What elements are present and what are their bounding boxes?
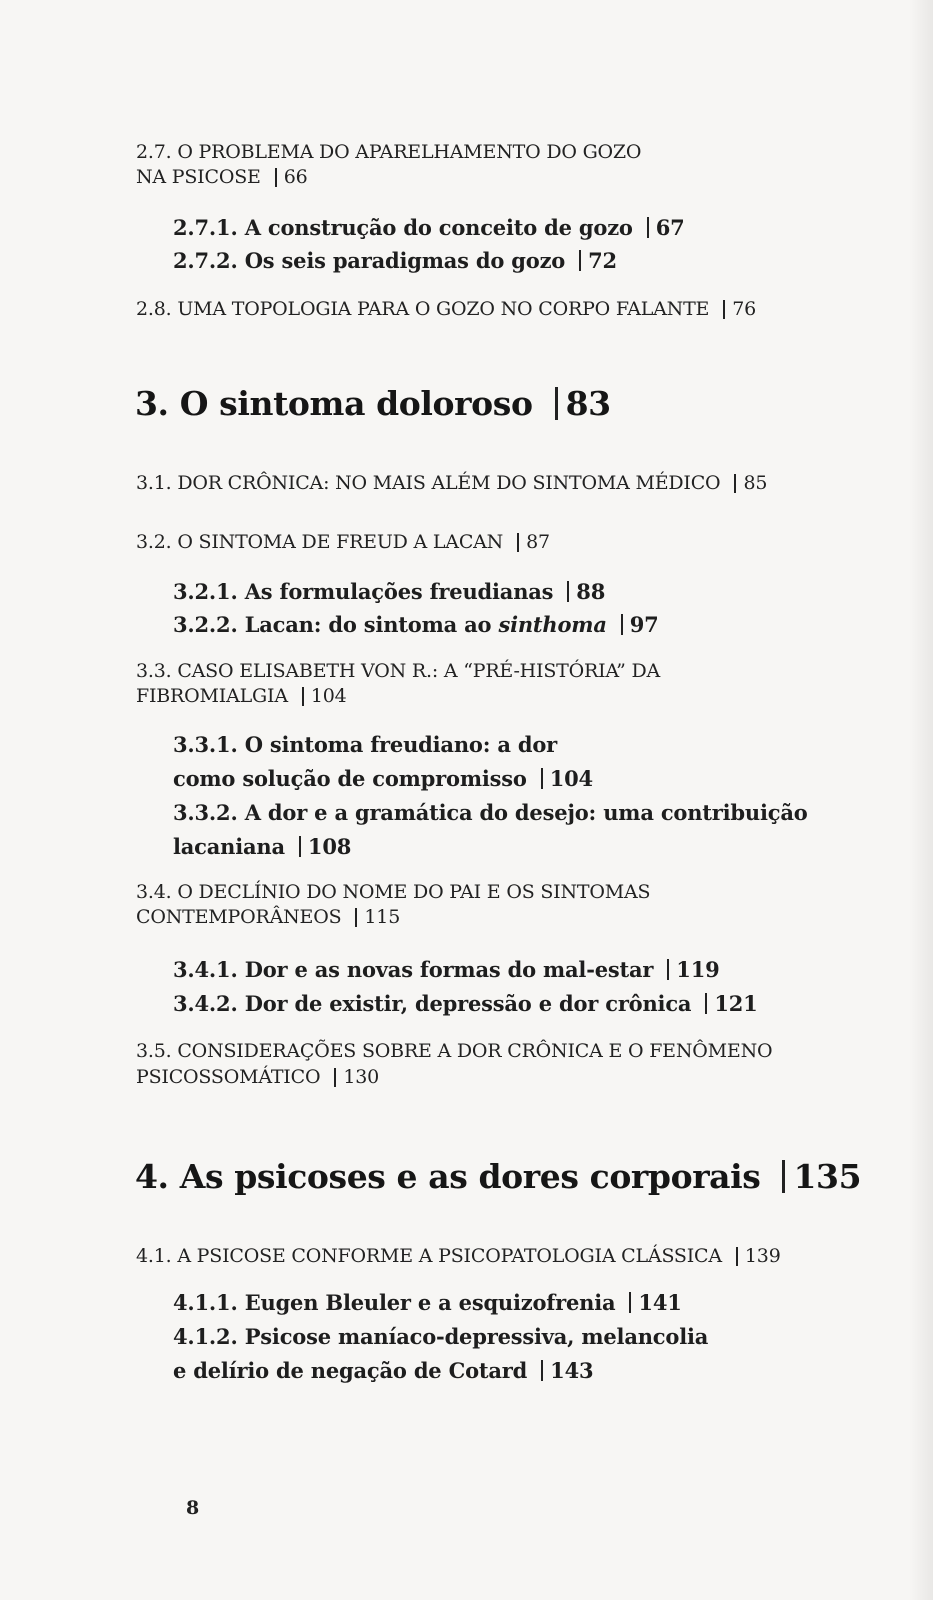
toc-title: As formulações freudianas <box>244 579 554 604</box>
toc-number: 4.1.2. <box>173 1324 238 1349</box>
toc-title: DOR CRÔNICA: NO MAIS ALÉM DO SINTOMA MÉDICO <box>177 472 721 494</box>
toc-number: 3.2.1. <box>173 579 238 604</box>
toc-page-number: 139 <box>736 1247 781 1266</box>
chapter-title: As psicoses e as dores corporais <box>179 1157 761 1196</box>
toc-entry-3-4-line2 <box>136 901 400 933</box>
toc-entry-2-8 <box>136 293 756 325</box>
toc-entry-4-1-2-line1 <box>173 1320 708 1354</box>
chapter-page-number: 135 <box>782 1160 861 1193</box>
toc-title: Eugen Bleuler e a esquizofrenia <box>244 1290 616 1315</box>
toc-title-italic: sinthoma <box>498 612 607 637</box>
toc-title: O sintoma freudiano: a dor <box>244 732 558 757</box>
toc-page-number: 88 <box>567 581 605 602</box>
toc-title: Dor de existir, depressão e dor crônica <box>244 991 692 1016</box>
toc-number: 3.3.1. <box>173 732 238 757</box>
toc-number: 4.1. <box>136 1245 172 1267</box>
toc-entry-3-2 <box>136 526 550 558</box>
toc-title: UMA TOPOLOGIA PARA O GOZO NO CORPO FALANTE <box>177 298 710 320</box>
chapter-number: 4. <box>135 1157 169 1196</box>
toc-page-number: 130 <box>334 1068 379 1087</box>
toc-page-number: 104 <box>302 687 347 706</box>
toc-entry-2-7-2 <box>173 244 617 278</box>
toc-title: CONSIDERAÇÕES SOBRE A DOR CRÔNICA E O FENÔMENO <box>177 1040 773 1062</box>
chapter-page-number: 83 <box>555 387 611 420</box>
toc-title: PSICOSSOMÁTICO <box>136 1066 321 1088</box>
toc-page-number: 115 <box>355 908 400 927</box>
toc-title: lacaniana <box>173 834 285 859</box>
toc-entry-2-7-1 <box>173 211 685 245</box>
toc-number: 3.4.1. <box>173 957 238 982</box>
toc-title: CONTEMPORÂNEOS <box>136 906 342 928</box>
toc-page-number: 76 <box>723 300 756 319</box>
toc-number: 3.3.2. <box>173 800 238 825</box>
toc-entry-3-3-2-line2 <box>173 830 351 864</box>
toc-title: Dor e as novas formas do mal-estar <box>244 957 654 982</box>
toc-page-number: 66 <box>275 168 308 187</box>
toc-title: A PSICOSE CONFORME A PSICOPATOLOGIA CLÁSSICA <box>177 1245 722 1267</box>
toc-entry-3-3-2-line1 <box>173 796 808 830</box>
toc-entry-3-4-2 <box>173 987 758 1021</box>
toc-entry-4-1 <box>136 1240 781 1272</box>
toc-entry-3-1 <box>136 467 767 499</box>
toc-title: O PROBLEMA DO APARELHAMENTO DO GOZO <box>177 141 642 163</box>
toc-entry-3-5-line2 <box>136 1061 379 1093</box>
toc-page-number: 143 <box>541 1360 593 1381</box>
toc-number: 3.3. <box>136 660 172 682</box>
toc-entry-3-4-1 <box>173 953 720 987</box>
toc-title: A construção do conceito de gozo <box>244 215 633 240</box>
toc-entry-3-3-1-line2 <box>173 762 593 796</box>
toc-title: Lacan: do sintoma ao <box>244 612 492 637</box>
toc-page-number: 97 <box>621 614 659 635</box>
toc-entry-3-2-2 <box>173 608 659 642</box>
toc-page-number: 85 <box>734 474 767 493</box>
toc-page-number: 119 <box>667 959 719 980</box>
toc-number: 2.7.2. <box>173 248 238 273</box>
toc-page-number: 104 <box>541 768 593 789</box>
toc-title: A dor e a gramática do desejo: uma contribuição <box>244 800 808 825</box>
toc-title: como solução de compromisso <box>173 766 527 791</box>
toc-title: O DECLÍNIO DO NOME DO PAI E OS SINTOMAS <box>177 881 651 903</box>
toc-number: 3.2.2. <box>173 612 238 637</box>
toc-title: NA PSICOSE <box>136 166 261 188</box>
toc-title: O SINTOMA DE FREUD A LACAN <box>177 531 504 553</box>
toc-number: 2.7. <box>136 141 172 163</box>
toc-title: Psicose maníaco-depressiva, melancolia <box>244 1324 709 1349</box>
toc-title: Os seis paradigmas do gozo <box>244 248 566 273</box>
toc-title: CASO ELISABETH VON R.: A “PRÉ-HISTÓRIA” DA <box>177 660 661 682</box>
toc-entry-4-1-2-line2 <box>173 1354 593 1388</box>
chapter-title: O sintoma doloroso <box>179 384 533 423</box>
toc-number: 2.8. <box>136 298 172 320</box>
toc-title: FIBROMIALGIA <box>136 685 288 707</box>
toc-chapter-4 <box>135 1157 861 1197</box>
toc-number: 3.2. <box>136 531 172 553</box>
toc-entry-4-1-1 <box>173 1286 682 1320</box>
toc-number: 3.4. <box>136 881 172 903</box>
toc-number: 3.5. <box>136 1040 172 1062</box>
toc-entry-3-3-line2 <box>136 680 347 712</box>
toc-page-number: 141 <box>629 1292 681 1313</box>
toc-chapter-3 <box>135 384 611 424</box>
toc-page-number: 67 <box>647 217 685 238</box>
toc-number: 3.1. <box>136 472 172 494</box>
toc-page-number: 121 <box>705 993 757 1014</box>
toc-number: 2.7.1. <box>173 215 238 240</box>
toc-entry-2-7-line2 <box>136 161 307 193</box>
chapter-number: 3. <box>135 384 169 423</box>
toc-number: 4.1.1. <box>173 1290 238 1315</box>
page-number: 8 <box>186 1497 200 1519</box>
toc-title: e delírio de negação de Cotard <box>173 1358 528 1383</box>
toc-number: 3.4.2. <box>173 991 238 1016</box>
toc-page-number: 108 <box>299 836 351 857</box>
toc-entry-3-3-1-line1 <box>173 728 557 762</box>
toc-page-number: 87 <box>517 533 550 552</box>
toc-entry-3-2-1 <box>173 575 605 609</box>
toc-page-number: 72 <box>579 250 617 271</box>
